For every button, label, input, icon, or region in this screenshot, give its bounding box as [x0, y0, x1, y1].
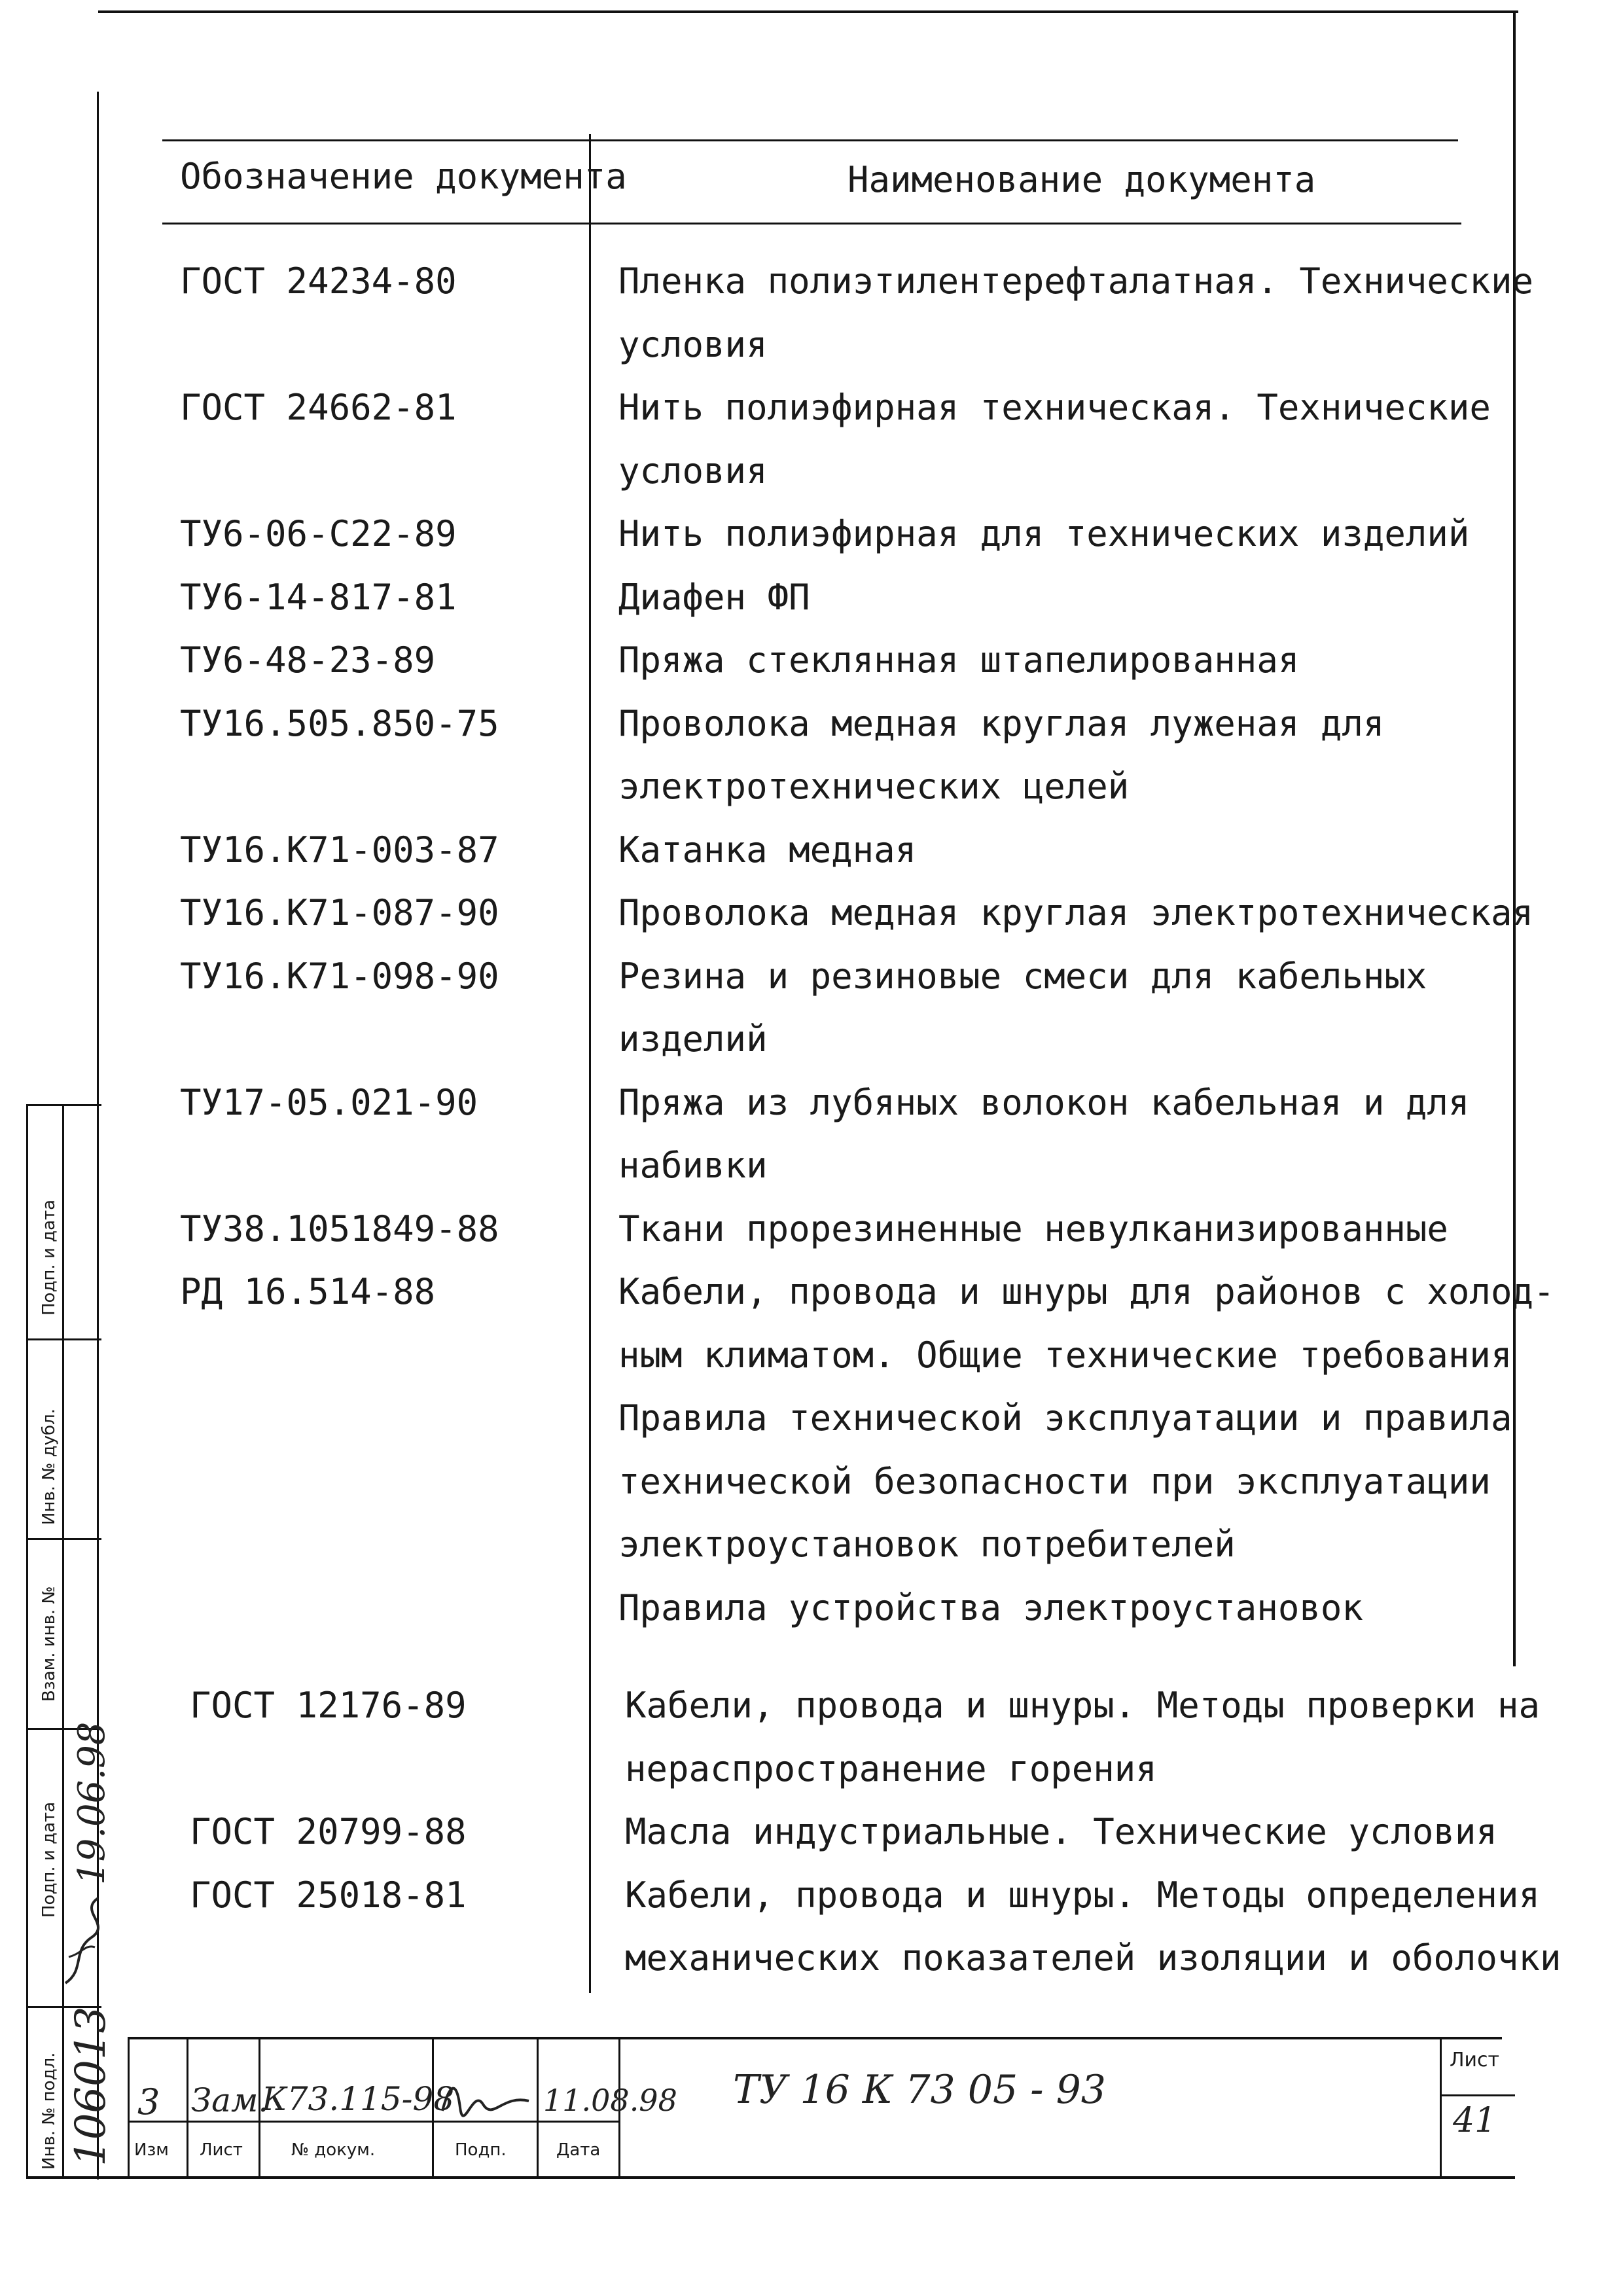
titleblock-value-date: 11.08.98 — [543, 2083, 677, 2118]
titleblock-label-doc-no: № докум. — [291, 2140, 376, 2160]
document-code: ТУ16.505.850-75 — [180, 702, 499, 744]
document-code: ТУ16.К71-098-90 — [180, 955, 499, 997]
document-name-line: Кабели, провода и шнуры. Методы проверки на — [625, 1685, 1540, 1727]
titleblock-sheet-mid — [1440, 2094, 1515, 2096]
titleblock-label-sign: Подп. — [455, 2140, 507, 2160]
stamp-handwritten-date: 19.06.98 — [71, 1721, 113, 1885]
titleblock-top-line — [128, 2037, 1502, 2039]
titleblock-value-izm: 3 — [137, 2081, 160, 2123]
stamp-handwritten-inv: 106013 — [67, 2006, 115, 2166]
stamp-inner-line — [62, 1104, 64, 2178]
titleblock-label-izm: Изм — [134, 2140, 169, 2160]
document-name-line: Пряжа из лубяных волокон кабельная и для — [618, 1081, 1470, 1123]
stamp-left-line — [26, 1104, 28, 2178]
column-header-designation: Обозначение документа — [180, 156, 627, 197]
document-code: ГОСТ 20799-88 — [190, 1811, 467, 1853]
frame-top-line — [98, 10, 1518, 13]
document-name-line: Пряжа стеклянная штапелированная — [618, 639, 1300, 681]
document-name-line: Катанка медная — [618, 829, 917, 870]
document-name-line: Проволока медная круглая луженая для — [618, 702, 1385, 744]
table-top-line — [162, 139, 1458, 141]
document-name-line: набивки — [618, 1145, 768, 1186]
document-code: ГОСТ 12176-89 — [190, 1685, 467, 1727]
stamp-sep-2 — [26, 1538, 101, 1540]
document-name-line: условия — [618, 450, 768, 492]
document-name-line: Нить полиэфирная техническая. Технические — [618, 387, 1491, 428]
titleblock-label-date: Дата — [556, 2140, 601, 2160]
document-name-line: Диафен ФП — [618, 576, 810, 618]
document-code: ТУ16.К71-087-90 — [180, 892, 499, 933]
table-header-bottom-line — [162, 223, 1461, 224]
column-header-name: Наименование документа — [847, 159, 1316, 200]
titleblock-mid-line — [128, 2121, 618, 2123]
document-code: ТУ38.1051849-88 — [180, 1208, 499, 1249]
titleblock-col-1 — [128, 2037, 130, 2178]
stamp-label-podp-data-1: Подп. и дата — [39, 1801, 59, 1918]
stamp-label-inv-podl: Инв. № подл. — [39, 2052, 59, 2170]
document-name-line: Кабели, провода и шнуры для районов с холод- — [618, 1271, 1555, 1312]
titleblock-label-list: Лист — [200, 2140, 243, 2160]
stamp-label-inv-dubl: Инв. № дубл. — [39, 1408, 59, 1525]
titleblock-col-2 — [187, 2037, 188, 2178]
titleblock-value-doc-no: К73.115-98 — [262, 2080, 455, 2118]
document-name-line: электроустановок потребителей — [618, 1524, 1236, 1565]
frame-right-line — [1513, 10, 1516, 1666]
document-name-line: ным климатом. Общие технические требования — [618, 1334, 1512, 1376]
stamp-signature — [59, 1892, 105, 1990]
stamp-sep-1 — [26, 1338, 101, 1340]
titleblock-col-5 — [537, 2037, 539, 2178]
document-code: РД 16.514-88 — [180, 1271, 436, 1312]
document-name-line: Нить полиэфирная для технических изделий — [618, 513, 1470, 554]
titleblock-value-list: Зам. — [191, 2081, 269, 2119]
stamp-label-vzam-inv: Взам. инв. № — [39, 1586, 59, 1702]
stamp-label-podp-data-2: Подп. и дата — [39, 1199, 59, 1316]
titleblock-signature — [437, 2075, 535, 2121]
document-code: ТУ17-05.021-90 — [180, 1081, 478, 1123]
document-name-line: Правила устройства электроустановок — [618, 1587, 1363, 1628]
document-name-line: технической безопасности при эксплуатации — [618, 1460, 1491, 1502]
sheet-number: 41 — [1453, 2101, 1497, 2140]
document-name-line: Проволока медная круглая электротехническая — [618, 892, 1533, 933]
document-name-line: Кабели, провода и шнуры. Методы определения — [625, 1874, 1540, 1916]
document-name-line: условия — [618, 323, 768, 365]
document-name-line: электротехнических целей — [618, 766, 1130, 807]
document-name-line: Резина и резиновые смеси для кабельных — [618, 955, 1427, 997]
document-code: ГОСТ 25018-81 — [190, 1874, 467, 1916]
document-name-line: Масла индустриальные. Технические условия — [625, 1811, 1497, 1853]
document-name-line: Ткани прорезиненные невулканизированные — [618, 1208, 1448, 1249]
document-designation: ТУ 16 К 73 05 - 93 — [733, 2067, 1106, 2113]
document-code: ТУ6-06-С22-89 — [180, 513, 457, 554]
document-code: ТУ6-14-817-81 — [180, 576, 457, 618]
document-name-line: изделий — [618, 1018, 768, 1060]
document-code: ГОСТ 24662-81 — [180, 387, 457, 428]
sheet-label: Лист — [1450, 2049, 1500, 2072]
document-name-line: Пленка полиэтилентерефталатная. Технические — [618, 260, 1533, 302]
document-name-line: Правила технической эксплуатации и правила — [618, 1397, 1512, 1439]
document-name-line: нераспространение горения — [625, 1748, 1157, 1789]
table-column-divider — [589, 134, 591, 1993]
titleblock-sheet-divider — [1440, 2037, 1442, 2178]
document-code: ТУ16.К71-003-87 — [180, 829, 499, 870]
document-code: ТУ6-48-23-89 — [180, 639, 436, 681]
document-name-line: механических показателей изоляции и оболочки — [625, 1937, 1561, 1979]
titleblock-bottom-line — [26, 2176, 1515, 2179]
document-code: ГОСТ 24234-80 — [180, 260, 457, 302]
